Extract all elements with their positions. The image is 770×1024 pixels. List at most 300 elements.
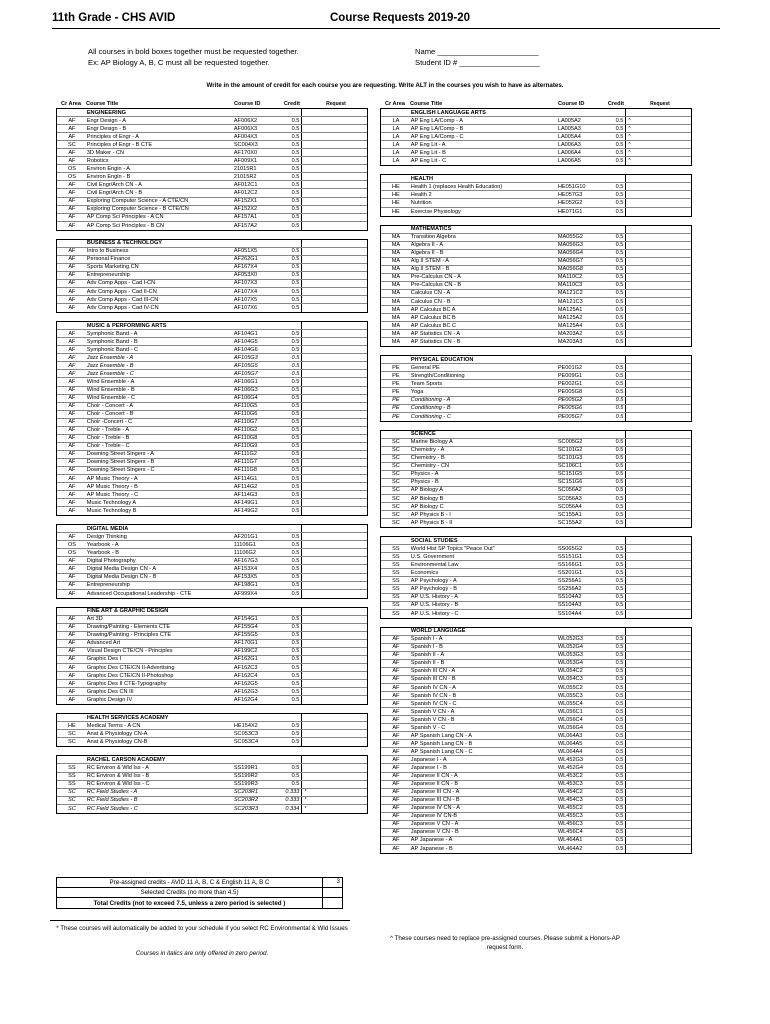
request-field[interactable]	[625, 405, 691, 412]
course-row	[57, 640, 367, 648]
request-field[interactable]	[625, 569, 691, 576]
course-title: Downing Street Singers - B	[86, 459, 155, 466]
course-id: MA110C2	[557, 274, 583, 281]
course-credit: 0.5	[291, 672, 300, 679]
course-id: MA110C3	[557, 282, 583, 289]
request-field[interactable]	[301, 346, 367, 353]
course-row	[57, 722, 367, 730]
total-label: Total Credits (not to exceed 7.5, unless a zero period is selected )	[93, 899, 286, 907]
course-title: Symphonic Band - B	[86, 338, 138, 345]
request-field[interactable]	[625, 463, 691, 470]
section-heading-row	[381, 431, 691, 439]
course-area: AF	[68, 632, 76, 639]
request-field[interactable]	[625, 553, 691, 560]
course-row	[57, 395, 367, 403]
request-field[interactable]	[301, 149, 367, 156]
request-field[interactable]	[625, 380, 691, 387]
request-field[interactable]	[301, 125, 367, 132]
course-credit: 0.5	[615, 290, 624, 297]
request-field[interactable]	[625, 821, 691, 828]
course-title: Pre-Calculus CN - A	[410, 274, 461, 281]
request-field[interactable]	[301, 362, 367, 369]
request-field[interactable]	[625, 610, 691, 618]
section-heading-request-cell	[301, 240, 367, 247]
course-row	[381, 561, 691, 569]
course-credit: 0.5	[615, 250, 624, 257]
request-field[interactable]	[625, 700, 691, 707]
request-field[interactable]	[301, 624, 367, 631]
request-field[interactable]	[625, 199, 691, 206]
course-credit: 0.5	[291, 403, 300, 410]
request-field[interactable]	[625, 290, 691, 297]
course-area: LA	[392, 133, 400, 140]
request-field[interactable]	[301, 730, 367, 737]
request-field[interactable]	[625, 503, 691, 510]
course-credit: 0.5	[291, 582, 300, 589]
course-area: MA	[391, 266, 401, 273]
course-row	[57, 256, 367, 264]
request-field[interactable]	[301, 549, 367, 556]
request-field[interactable]	[625, 306, 691, 313]
section-heading-row	[381, 537, 691, 545]
section-heading: FINE ART & GRAPHIC DESIGN	[86, 608, 169, 615]
course-title: Spanish I - B	[410, 644, 443, 651]
request-field[interactable]: ^	[625, 133, 691, 140]
request-field[interactable]	[301, 491, 367, 498]
request-field[interactable]	[625, 732, 691, 739]
course-row	[57, 507, 367, 515]
course-title: AP Japanese - B	[410, 845, 453, 852]
request-field[interactable]	[301, 370, 367, 377]
request-field[interactable]	[301, 541, 367, 548]
total-row	[57, 898, 342, 908]
course-credit: 0.5	[291, 781, 300, 788]
request-field[interactable]	[625, 183, 691, 190]
request-field[interactable]	[301, 764, 367, 771]
course-section	[380, 536, 692, 618]
request-field[interactable]	[625, 314, 691, 321]
request-field[interactable]	[625, 364, 691, 371]
preassigned-row	[57, 878, 342, 888]
request-field[interactable]	[301, 688, 367, 695]
request-field[interactable]	[301, 248, 367, 255]
course-area: AF	[68, 435, 76, 442]
request-field[interactable]	[625, 258, 691, 265]
course-title: AP Eng LA/Comp - A	[410, 117, 463, 124]
course-id: AF004X3	[233, 133, 258, 140]
course-section	[380, 108, 692, 166]
request-field[interactable]	[625, 330, 691, 337]
course-row	[381, 183, 691, 191]
request-field[interactable]	[625, 740, 691, 747]
request-field[interactable]	[625, 266, 691, 273]
request-field[interactable]: *	[301, 789, 367, 796]
course-area: LA	[392, 149, 400, 156]
course-title: Engr Design - B	[86, 125, 127, 132]
request-field[interactable]	[625, 519, 691, 527]
request-field[interactable]	[625, 789, 691, 796]
course-row	[381, 716, 691, 724]
request-field[interactable]	[301, 256, 367, 263]
request-field[interactable]: *	[301, 797, 367, 804]
request-field[interactable]	[301, 443, 367, 450]
request-field[interactable]	[625, 447, 691, 454]
course-title: Conditioning - C	[410, 413, 451, 420]
request-field[interactable]	[625, 338, 691, 346]
request-field[interactable]	[625, 471, 691, 478]
request-field[interactable]	[625, 479, 691, 486]
course-credit: 0.5	[291, 616, 300, 623]
request-field[interactable]	[625, 805, 691, 812]
course-credit: 0.5	[615, 569, 624, 576]
request-field[interactable]	[301, 738, 367, 746]
request-field[interactable]	[301, 722, 367, 729]
course-id: AF110G7	[233, 419, 258, 426]
request-field[interactable]: ^	[625, 117, 691, 124]
request-field[interactable]	[625, 397, 691, 404]
course-area: SC	[68, 797, 76, 804]
course-area: AF	[68, 117, 76, 124]
request-field[interactable]	[301, 419, 367, 426]
request-field[interactable]	[301, 590, 367, 598]
request-field[interactable]	[625, 298, 691, 305]
request-field[interactable]	[625, 372, 691, 379]
request-field[interactable]	[625, 439, 691, 446]
request-field[interactable]	[301, 451, 367, 458]
course-credit: 0.5	[615, 183, 624, 190]
course-section	[56, 108, 368, 231]
course-area: SC	[392, 471, 400, 478]
request-field[interactable]	[625, 594, 691, 601]
request-field[interactable]: *	[301, 805, 367, 813]
course-row	[57, 346, 367, 354]
request-field[interactable]	[625, 191, 691, 198]
course-id: WL056G4	[557, 724, 584, 731]
course-row	[57, 738, 367, 746]
request-field[interactable]	[301, 773, 367, 780]
course-row	[57, 648, 367, 656]
course-row	[57, 181, 367, 189]
course-id: WL454C2	[557, 789, 583, 796]
request-field[interactable]	[301, 565, 367, 572]
course-title: Digital Photography	[86, 557, 136, 564]
course-area: LA	[392, 141, 400, 148]
course-row	[57, 296, 367, 304]
request-field[interactable]	[625, 781, 691, 788]
request-field[interactable]	[301, 198, 367, 205]
course-area: AF	[68, 688, 76, 695]
request-field[interactable]	[625, 676, 691, 683]
course-area: AF	[68, 125, 76, 132]
request-field[interactable]	[301, 206, 367, 213]
course-credit: 0.5	[291, 305, 300, 312]
request-field[interactable]	[625, 577, 691, 584]
request-field[interactable]	[301, 507, 367, 515]
course-area: MA	[391, 314, 401, 321]
course-row	[57, 797, 367, 805]
request-field[interactable]	[301, 395, 367, 402]
request-field[interactable]	[301, 499, 367, 506]
course-title: AP Eng Lit - A	[410, 141, 446, 148]
course-id: AF104G1	[233, 330, 258, 337]
course-id: PE005G8	[557, 388, 583, 395]
course-title: Advanced Occupational Leadership - CTE	[86, 590, 192, 597]
request-field[interactable]	[625, 322, 691, 329]
column-header-credit: Credit	[283, 101, 300, 107]
request-field[interactable]	[301, 133, 367, 140]
request-field[interactable]	[301, 117, 367, 124]
request-field[interactable]	[301, 288, 367, 295]
request-field[interactable]	[625, 724, 691, 731]
course-title: AP Calculus BC A	[410, 306, 456, 313]
request-field[interactable]	[301, 427, 367, 434]
request-field[interactable]	[301, 680, 367, 687]
footnote-rc: * These courses will automatically be added to your schedule if you select RC Environmental & Wld Issues	[56, 925, 348, 932]
request-field[interactable]	[301, 165, 367, 172]
section-heading-row	[381, 226, 691, 234]
request-field[interactable]	[301, 214, 367, 221]
course-id: AF012C2	[233, 189, 258, 196]
request-field[interactable]	[625, 274, 691, 281]
request-field[interactable]	[301, 222, 367, 230]
request-field[interactable]	[625, 234, 691, 241]
course-id: WL052G4	[557, 644, 584, 651]
request-field[interactable]	[301, 387, 367, 394]
course-credit: 0.5	[615, 413, 624, 420]
request-field[interactable]	[625, 250, 691, 257]
course-title: Intro to Business	[86, 248, 129, 255]
request-field[interactable]: ^	[625, 125, 691, 132]
request-field[interactable]	[301, 272, 367, 279]
course-id: SC056A2	[557, 487, 582, 494]
section-heading-request-cell	[301, 525, 367, 532]
request-field[interactable]	[301, 582, 367, 589]
course-area: MA	[391, 242, 401, 249]
course-area: SS	[68, 764, 76, 771]
course-id: HE071G1	[557, 208, 583, 215]
course-id: LA005A3	[557, 125, 581, 132]
request-field[interactable]	[625, 511, 691, 518]
request-field[interactable]	[301, 330, 367, 337]
course-credit: 0.5	[615, 511, 624, 518]
course-credit: 0.5	[291, 411, 300, 418]
course-title: Yearbook - A	[86, 541, 119, 548]
request-field[interactable]	[301, 459, 367, 466]
course-credit: 0.5	[615, 724, 624, 731]
request-field[interactable]	[625, 668, 691, 675]
course-title: AP Biology A	[410, 487, 444, 494]
course-row	[381, 668, 691, 676]
request-field[interactable]	[301, 640, 367, 647]
request-field[interactable]	[301, 296, 367, 303]
request-field[interactable]	[301, 648, 367, 655]
course-id: SC053C4	[233, 739, 259, 746]
request-field[interactable]	[301, 264, 367, 271]
course-id: AF114G3	[233, 491, 258, 498]
course-row	[57, 133, 367, 141]
course-id: AF157A2	[233, 222, 258, 229]
request-field[interactable]	[301, 189, 367, 196]
course-row	[381, 553, 691, 561]
request-field[interactable]	[625, 413, 691, 421]
request-field[interactable]	[301, 141, 367, 148]
request-field[interactable]	[625, 545, 691, 552]
request-field[interactable]	[625, 455, 691, 462]
course-row	[57, 656, 367, 664]
course-id: HE154X2	[233, 722, 258, 729]
request-field[interactable]	[625, 708, 691, 715]
course-title: Downing Street Singers - C	[86, 467, 155, 474]
course-row	[381, 724, 691, 732]
request-field[interactable]	[301, 338, 367, 345]
request-field[interactable]	[625, 797, 691, 804]
request-field[interactable]	[625, 242, 691, 249]
request-field[interactable]	[301, 157, 367, 164]
course-row	[57, 288, 367, 296]
request-field[interactable]	[301, 411, 367, 418]
course-credit: 0.5	[615, 668, 624, 675]
request-field[interactable]	[301, 403, 367, 410]
course-title: Choir - Concert - B	[86, 411, 134, 418]
request-field[interactable]	[625, 764, 691, 771]
course-id: WL053G3	[557, 652, 584, 659]
course-id: SS104A2	[557, 594, 582, 601]
course-credit: 0.5	[615, 208, 624, 215]
request-field[interactable]	[301, 354, 367, 361]
course-id: SC155A2	[557, 520, 582, 527]
request-field[interactable]: ^	[625, 149, 691, 156]
request-field[interactable]	[301, 632, 367, 639]
course-id: AF157A1	[233, 214, 258, 221]
request-field[interactable]	[625, 837, 691, 844]
course-area: SC	[392, 503, 400, 510]
request-field[interactable]	[301, 616, 367, 623]
request-field[interactable]	[625, 561, 691, 568]
course-credit: 0.5	[615, 306, 624, 313]
request-field[interactable]	[301, 557, 367, 564]
course-area: SC	[392, 495, 400, 502]
section-heading-row	[57, 525, 367, 533]
course-id: AF167G3	[233, 557, 258, 564]
request-field[interactable]	[301, 664, 367, 671]
course-row	[381, 258, 691, 266]
course-id: MA056G8	[557, 266, 584, 273]
course-credit: 0.5	[291, 508, 300, 515]
course-credit: 0.5	[291, 467, 300, 474]
request-field[interactable]	[625, 495, 691, 502]
course-area: AF	[68, 491, 76, 498]
request-field[interactable]	[301, 280, 367, 287]
request-field[interactable]	[301, 435, 367, 442]
total-input[interactable]	[322, 898, 342, 908]
name-field[interactable]: Name ________________________	[415, 47, 539, 56]
course-row	[381, 821, 691, 829]
student-id-field[interactable]: Student ID # ___________________	[415, 58, 540, 67]
request-field[interactable]	[625, 756, 691, 763]
request-field[interactable]	[301, 483, 367, 490]
course-row	[57, 149, 367, 157]
course-row	[57, 125, 367, 133]
course-row	[57, 789, 367, 797]
request-field[interactable]	[625, 692, 691, 699]
request-field[interactable]	[301, 378, 367, 385]
course-area: AF	[68, 133, 76, 140]
course-area: MA	[391, 234, 401, 241]
request-field[interactable]	[301, 781, 367, 788]
column-header-area: Cr Area	[60, 101, 81, 107]
request-field[interactable]	[301, 475, 367, 482]
course-row	[381, 764, 691, 772]
request-field[interactable]	[301, 672, 367, 679]
selected-input[interactable]	[322, 888, 342, 897]
course-area: AF	[68, 624, 76, 631]
request-field[interactable]	[301, 696, 367, 704]
course-title: Symphonic Band - A	[86, 330, 138, 337]
request-field[interactable]	[625, 602, 691, 609]
course-credit: 0.5	[291, 722, 300, 729]
request-field[interactable]: ^	[625, 141, 691, 148]
section-heading-request-cell	[625, 537, 691, 544]
course-id: SS199R1	[233, 764, 258, 771]
request-field[interactable]	[625, 585, 691, 592]
course-row	[57, 773, 367, 781]
course-title: Graphic Des CTE/CN II-Photoshop	[86, 672, 174, 679]
request-field[interactable]	[625, 282, 691, 289]
request-field[interactable]	[625, 660, 691, 667]
request-field[interactable]	[625, 652, 691, 659]
course-id: MA056G3	[557, 242, 584, 249]
course-credit: 0.5	[615, 364, 624, 371]
course-credit: 0.5	[615, 602, 624, 609]
request-field[interactable]	[625, 748, 691, 755]
request-field[interactable]	[301, 181, 367, 188]
request-field[interactable]	[301, 656, 367, 663]
request-field[interactable]	[301, 533, 367, 540]
request-field[interactable]	[625, 636, 691, 643]
course-row	[381, 447, 691, 455]
course-section	[56, 607, 368, 706]
course-id: WL053G4	[557, 660, 584, 667]
request-field[interactable]	[625, 716, 691, 723]
request-field[interactable]	[625, 644, 691, 651]
request-field[interactable]	[301, 173, 367, 180]
request-field[interactable]	[625, 845, 691, 853]
course-area: PE	[392, 372, 400, 379]
course-title: Japanese II CN - A	[410, 773, 458, 780]
course-id: MA125A1	[557, 306, 583, 313]
request-field[interactable]	[625, 388, 691, 395]
request-field[interactable]	[625, 813, 691, 820]
request-field[interactable]	[301, 304, 367, 312]
course-row	[381, 479, 691, 487]
course-title: Adv Comp Apps - Cad I-CN	[86, 280, 156, 287]
request-field[interactable]	[625, 773, 691, 780]
request-field[interactable]	[625, 684, 691, 691]
request-field[interactable]	[301, 574, 367, 581]
request-field[interactable]	[625, 208, 691, 216]
section-heading-request-cell	[625, 226, 691, 233]
request-field[interactable]	[625, 829, 691, 836]
request-field[interactable]: ^	[625, 157, 691, 165]
course-credit: 0.5	[291, 648, 300, 655]
course-area: AF	[68, 288, 76, 295]
request-field[interactable]	[301, 467, 367, 474]
header-divider	[52, 28, 720, 29]
section-heading: BUSINESS & TECHNOLOGY	[86, 240, 163, 247]
course-area: AF	[68, 680, 76, 687]
course-id: WL054C3	[557, 676, 583, 683]
request-field[interactable]	[625, 487, 691, 494]
